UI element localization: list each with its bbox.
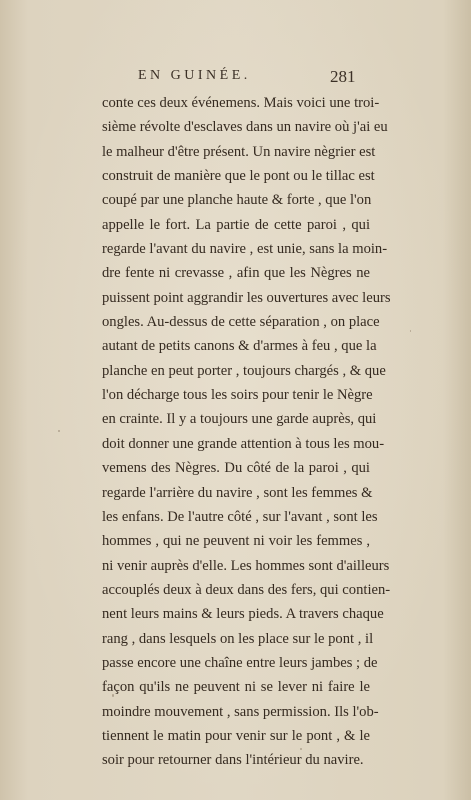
page-number: 281 <box>330 67 356 86</box>
text-line: moindre mouvement , sans permission. Ils l'ob- <box>102 703 379 720</box>
running-head <box>0 68 471 90</box>
text-line: tiennent le matin pour venir sur le pont , & le <box>102 727 370 744</box>
text-line: sième révolte d'esclaves dans un navire où j'ai eu <box>102 119 388 136</box>
text-line: autant de petits canons & d'armes à feu , que la <box>102 338 377 355</box>
paper-speck <box>112 694 114 697</box>
text-line: conte ces deux événemens. Mais voici une troi- <box>102 95 380 111</box>
text-line: construit de manière que le pont ou le tillac est <box>102 168 375 185</box>
text-line: le malheur d'être présent. Un navire nègrier est <box>102 143 376 160</box>
text-line: ni venir auprès d'elle. Les hommes sont d'ailleurs <box>102 557 390 574</box>
text-line: planche en peut porter , toujours chargés , & que <box>102 362 386 379</box>
text-line: regarde l'arrière du navire , sont les femmes & <box>102 484 373 501</box>
text-line: les enfans. De l'autre côté , sur l'avant , sont les <box>102 508 378 525</box>
text-line: soir pour retourner dans l'intérieur du navire. <box>102 752 364 769</box>
paper-speck <box>300 748 302 750</box>
text-line: ongles. Au-dessus de cette séparation , on place <box>102 314 380 331</box>
text-line: vemens des Nègres. Du côté de la paroi , qui <box>102 460 370 477</box>
text-line: coupé par une planche haute & forte , que l'on <box>102 192 372 209</box>
text-line: passe encore une chaîne entre leurs jambes ; de <box>102 654 378 671</box>
text-line: façon qu'ils ne peuvent ni se lever ni faire le <box>102 679 370 696</box>
body-text <box>102 91 391 773</box>
text-line: doit donner une grande attention à tous les mou- <box>102 435 385 452</box>
text-line: en crainte. Il y a toujours une garde auprès, qui <box>102 411 377 428</box>
text-line: nent leurs mains & leurs pieds. A travers chaque <box>102 606 384 623</box>
text-line: hommes , qui ne peuvent ni voir les femmes , <box>102 533 370 550</box>
text-line: appelle le fort. La partie de cette paroi , qui <box>102 216 370 233</box>
text-line: dre fente ni crevasse , afin que les Nègres ne <box>102 265 370 282</box>
text-line: rang , dans lesquels on les place sur le pont , il <box>102 630 374 647</box>
text-line: l'on décharge tous les soirs pour tenir le Nègre <box>102 387 373 404</box>
running-title: EN GUINÉE. <box>138 68 251 83</box>
paper-speck <box>58 430 60 432</box>
text-line: regarde l'avant du navire , est unie, sans la moin- <box>102 241 388 258</box>
text-line: accouplés deux à deux dans des fers, qui contien- <box>102 581 391 598</box>
paper-speck <box>410 330 411 332</box>
text-line: puissent point aggrandir les ouvertures avec leurs <box>102 289 391 306</box>
